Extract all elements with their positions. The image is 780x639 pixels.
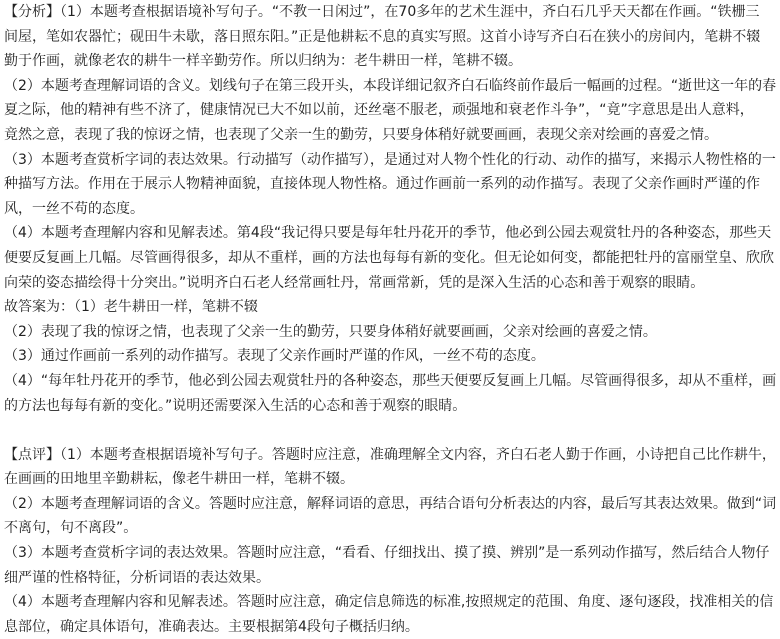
analysis-line: 向荣的姿态描绘得十分突出。”说明齐白石老人经常画牡丹，常画常新，凭的是深入生活的心态和善于观察的眼睛。 [4, 274, 705, 291]
answer-line: （3）通过作画前一系列的动作描写。表现了父亲作画时严谨的作风，一丝不苟的态度。 [4, 348, 545, 365]
commentary-line: （4）本题考查理解内容和见解表述。答题时应注意，确定信息筛选的标准,按照规定的范围、角度、逐句逐段，找准相关的信 [4, 594, 774, 611]
analysis-line: 【分析】（1）本题考查根据语境补写句子。“不教一日闲过”，在70多年的艺术生涯中，齐白石几乎天天都在作画。“铁栅三 [4, 4, 760, 20]
commentary-line: （3）本题考查赏析字词的表达效果。答题时应注意，“看看、仔细找出、摸了摸、辨别”是一系列动作描写，然后结合人物仔 [4, 545, 770, 562]
commentary-line: 在画画的田地里辛勤耕耘，像老牛耕田一样，笔耕不辍。 [4, 471, 354, 488]
analysis-line: 间屋，笔如农器忙；砚田牛未歇，落日照东阳。”正是他耕耘不息的真实写照。这首小诗写齐白石在狭小的房间内，笔耕不辍 [4, 28, 761, 45]
analysis-line: （2）本题考查理解词语的含义。划线句子在第三段开头，本段详细记叙齐白石临终前作最后一幅画的过程。“逝世这一年的春 [4, 77, 776, 94]
analysis-line: （3）本题考查赏析字词的表达效果。行动描写（动作描写），是通过对人物个性化的行动、动作的描写，来揭示人物性格的一 [4, 151, 776, 168]
analysis-line: （4）本题考查理解内容和见解表述。第4段“我记得只要是每年牡丹花开的季节，他必到公园去观赏牡丹的各种姿态，那些天 [4, 225, 772, 242]
commentary-line: 不离句，句不离段”。 [4, 520, 138, 537]
commentary-line: （2）本题考查理解词语的含义。答题时应注意，解释词语的意思，再结合语句分析表达的内容，最后写其表达效果。做到“词 [4, 495, 776, 512]
analysis-line: 便要反复画上几幅。尽管画得很多，却从不重样，画的方法也每每有新的变化。但无论如何变，都能把牡丹的富丽堂皇、欣欣 [4, 249, 774, 266]
answer-line: 的方法也每每有新的变化。”说明还需要深入生活的心态和善于观察的眼睛。 [4, 397, 467, 414]
analysis-line: 夏之际，他的精神有些不济了，健康情况已大不如以前，还丝毫不服老，顽强地和衰老作斗争”，“竟”字意思是出人意料， [4, 102, 754, 119]
answer-line: 故答案为：（1）老牛耕田一样，笔耕不辍 [4, 299, 258, 316]
analysis-line: 竟然之意，表现了我的惊讶之情，也表现了父亲一生的勤劳，只要身体稍好就要画画，表现父亲对绘画的喜爱之情。 [4, 126, 718, 143]
section-spacer [4, 418, 776, 443]
answer-line: （2）表现了我的惊讶之情，也表现了父亲一生的勤劳，只要身体稍好就要画画，父亲对绘画的喜爱之情。 [4, 323, 657, 340]
analysis-line: 勤于作画，就像老农的耕牛一样辛勤劳作。所以归纳为：老牛耕田一样，笔耕不辍。 [4, 53, 522, 70]
analysis-line: 风，一丝不苟的态度。 [4, 200, 144, 217]
analysis-section [4, 0, 776, 418]
analysis-line: 种描写方法。作用在于展示人物精神面貌，直接体现人物性格。通过作画前一系列的动作描写。表现了父亲作画时严谨的作 [4, 176, 760, 193]
commentary-line: 息部位，确定具体语句，准确表达。主要根据第4段句子概括归纳。 [4, 618, 419, 635]
commentary-line: 【点评】（1）本题考查根据语境补写句子。答题时应注意，准确理解全文内容，齐白石老人勤于作画，小诗把自己比作耕牛， [4, 446, 776, 463]
commentary-line: 细严谨的性格特征，分析词语的表达效果。 [4, 569, 270, 586]
answer-line: （4）“每年牡丹花开的季节，他必到公园去观赏牡丹的各种姿态，那些天便要反复画上几幅。尽管画得很多，却从不重样，画 [4, 372, 776, 389]
commentary-section [4, 443, 776, 639]
